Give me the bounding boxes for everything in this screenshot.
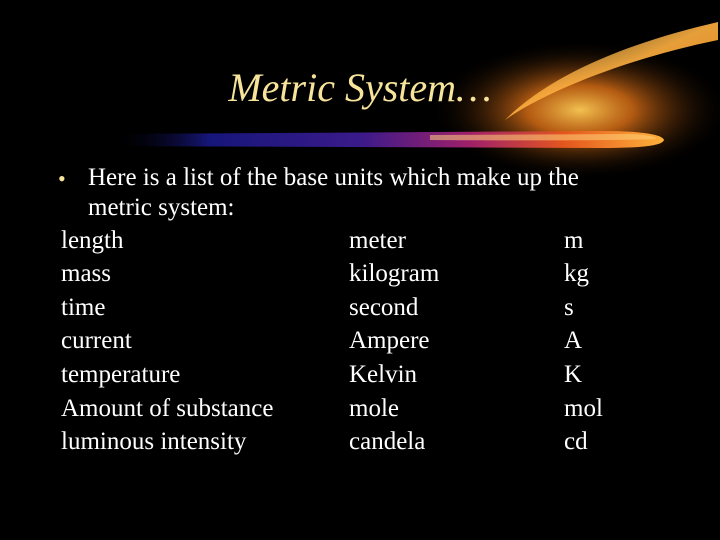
table-row [0, 295, 720, 325]
table-row [0, 328, 720, 358]
unit-cell: second [349, 294, 419, 321]
table-row [0, 362, 720, 392]
unit-cell: meter [349, 227, 406, 254]
unit-cell: candela [349, 428, 426, 455]
symbol-cell: cd [564, 428, 588, 455]
symbol-cell: mol [564, 395, 603, 422]
quantity-cell: Amount of substance [61, 395, 274, 422]
quantity-cell: time [61, 294, 106, 321]
table-row [0, 429, 720, 459]
slide-title: Metric System… [228, 65, 492, 110]
table-row [0, 228, 720, 258]
unit-cell: mole [349, 395, 399, 422]
bullet-text-line-2: metric system: [88, 194, 235, 221]
quantity-cell: current [61, 327, 132, 354]
unit-cell: kilogram [349, 260, 440, 287]
symbol-cell: s [564, 294, 574, 321]
bullet-text-line-1: Here is a list of the base units which make up the [88, 164, 579, 191]
symbol-cell: m [564, 227, 584, 254]
table-row [0, 261, 720, 291]
quantity-cell: luminous intensity [61, 428, 247, 455]
table-row [0, 396, 720, 426]
symbol-cell: A [564, 327, 583, 354]
quantity-cell: temperature [61, 361, 181, 388]
symbol-cell: kg [564, 260, 589, 287]
quantity-cell: length [61, 227, 124, 254]
bullet-marker: • [58, 166, 66, 191]
symbol-cell: K [564, 361, 583, 388]
quantity-cell: mass [61, 260, 111, 287]
unit-cell: Kelvin [349, 361, 418, 388]
unit-cell: Ampere [349, 327, 430, 354]
